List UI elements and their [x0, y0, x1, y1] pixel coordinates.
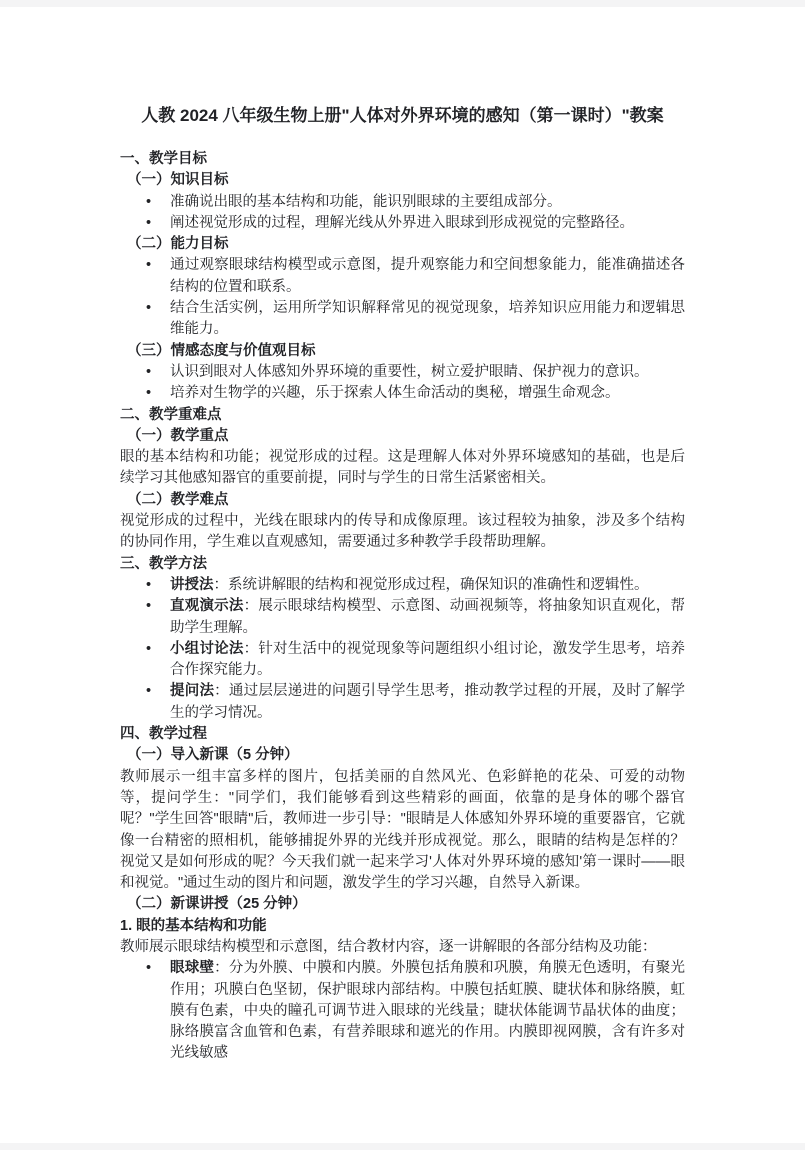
paragraph: 眼的基本结构和功能；视觉形成的过程。这是理解人体对外界环境感知的基础，也是后续学习其他感知器官的重要前提，同时与学生的日常生活紧密相关。	[120, 449, 685, 487]
list-item-text: 准确说出眼的基本结构和功能，能识别眼球的主要组成部分。	[170, 193, 562, 210]
paragraph: 视觉形成的过程中，光线在眼球内的传导和成像原理。该过程较为抽象，涉及多个结构的协同作用，学生难以直观感知，需要通过多种教学手段帮助理解。	[120, 513, 685, 551]
subsection-heading: （三）情感态度与价值观目标	[127, 342, 316, 359]
bullet-icon	[146, 575, 151, 596]
bullet-icon	[146, 213, 151, 234]
list-item	[120, 383, 685, 404]
list-item	[120, 681, 685, 724]
bullet-icon	[146, 362, 151, 383]
list-item	[120, 255, 685, 298]
list-item	[120, 192, 685, 213]
list-item	[120, 596, 685, 639]
list-item-text: 提问法：通过层层递进的问题引导学生思考，推动教学过程的开展，及时了解学生的学习情况。	[170, 683, 686, 721]
paragraph: 教师展示一组丰富多样的图片，包括美丽的自然风光、色彩鲜艳的花朵、可爱的动物等，提问学生："同学们，我们能够看到这些精彩的画面，依靠的是身体的哪个器官呢？"学生回答"眼睛"后，教师进一步引导："眼睛是人体感知外界环境的重要器官，它就像一台精密的照相机，能够捕捉外界的光线并形成视觉。那么，眼睛的结构是怎样的？视觉又是如何形成的呢？今天我们就一起来学习'人体对外界环境的感知'第一课时——眼和视觉。"通过生动的图片和问题，激发学生的学习兴趣，自然导入新课。	[120, 768, 685, 892]
list-item	[120, 213, 685, 234]
bullet-icon	[146, 255, 151, 276]
list-item-text: 阐述视觉形成的过程，理解光线从外界进入眼球到形成视觉的完整路径。	[170, 214, 634, 231]
doc-title: 人教 2024 八年级生物上册"人体对外界环境的感知（第一课时）"教案	[141, 106, 664, 125]
subsection-heading: （二）能力目标	[127, 236, 229, 253]
list-item-term: 小组讨论法	[170, 640, 244, 657]
bullet-icon	[146, 639, 151, 660]
list-item-term: 直观演示法	[170, 598, 244, 615]
subsection-heading: （二）教学难点	[127, 491, 229, 508]
bullet-icon	[146, 596, 151, 617]
subsection-heading: （一）导入新课（5 分钟）	[127, 747, 299, 764]
list-item-text: 小组讨论法：针对生活中的视觉现象等问题组织小组讨论，激发学生思考，培养合作探究能力。	[170, 640, 686, 679]
list-item-text: 认识到眼对人体感知外界环境的重要性，树立爱护眼睛、保护视力的意识。	[170, 363, 649, 380]
document-content	[0, 7, 805, 1065]
list-item-term: 提问法	[170, 683, 215, 700]
list-item-term: 讲授法	[170, 576, 214, 593]
list-item-text: 通过观察眼球结构模型或示意图，提升观察能力和空间想象能力，能准确描述各结构的位置和联系。	[170, 257, 685, 295]
section-heading: 三、教学方法	[120, 555, 207, 572]
list-item	[120, 575, 685, 596]
numbered-heading: 1. 眼的基本结构和功能	[120, 917, 267, 934]
subsection-heading: （一）知识目标	[127, 172, 229, 189]
bullet-icon	[146, 681, 151, 702]
section-heading: 四、教学过程	[120, 726, 207, 743]
bullet-icon	[146, 383, 151, 404]
document-page	[0, 7, 805, 1143]
list-item-text: 培养对生物学的兴趣，乐于探索人体生命活动的奥秘，增强生命观念。	[170, 385, 620, 402]
list-item-term: 眼球壁	[170, 960, 215, 977]
bullet-icon	[146, 298, 151, 319]
list-item	[120, 298, 685, 341]
list-item-text: 结合生活实例，运用所学知识解释常见的视觉现象，培养知识应用能力和逻辑思维能力。	[170, 300, 685, 338]
paragraph: 教师展示眼球结构模型和示意图，结合教材内容，逐一讲解眼的各部分结构及功能：	[120, 938, 657, 955]
list-item	[120, 958, 685, 1064]
bullet-icon	[146, 192, 151, 213]
subsection-heading: （二）新课讲授（25 分钟）	[127, 896, 307, 913]
subsection-heading: （一）教学重点	[127, 427, 229, 444]
bullet-icon	[146, 958, 151, 979]
section-heading: 二、教学重难点	[120, 406, 222, 423]
list-item-text: 直观演示法：展示眼球结构模型、示意图、动画视频等，将抽象知识直观化，帮助学生理解。	[170, 598, 686, 636]
list-item	[120, 362, 685, 383]
list-item	[120, 639, 685, 682]
section-heading: 一、教学目标	[120, 151, 207, 167]
list-item-text: 眼球壁：分为外膜、中膜和内膜。外膜包括角膜和巩膜，角膜无色透明，有聚光作用；巩膜白色坚韧，保护眼球内部结构。中膜包括虹膜、睫状体和脉络膜，虹膜有色素，中央的瞳孔可调节进入眼球的光线量；睫状体能调节晶状体的曲度；脉络膜富含血管和色素，有营养眼球和遮光的作用。内膜即视网膜，含有许多对光线敏感	[170, 960, 686, 1062]
list-item-text: 讲授法：系统讲解眼的结构和视觉形成过程，确保知识的准确性和逻辑性。	[170, 576, 649, 593]
